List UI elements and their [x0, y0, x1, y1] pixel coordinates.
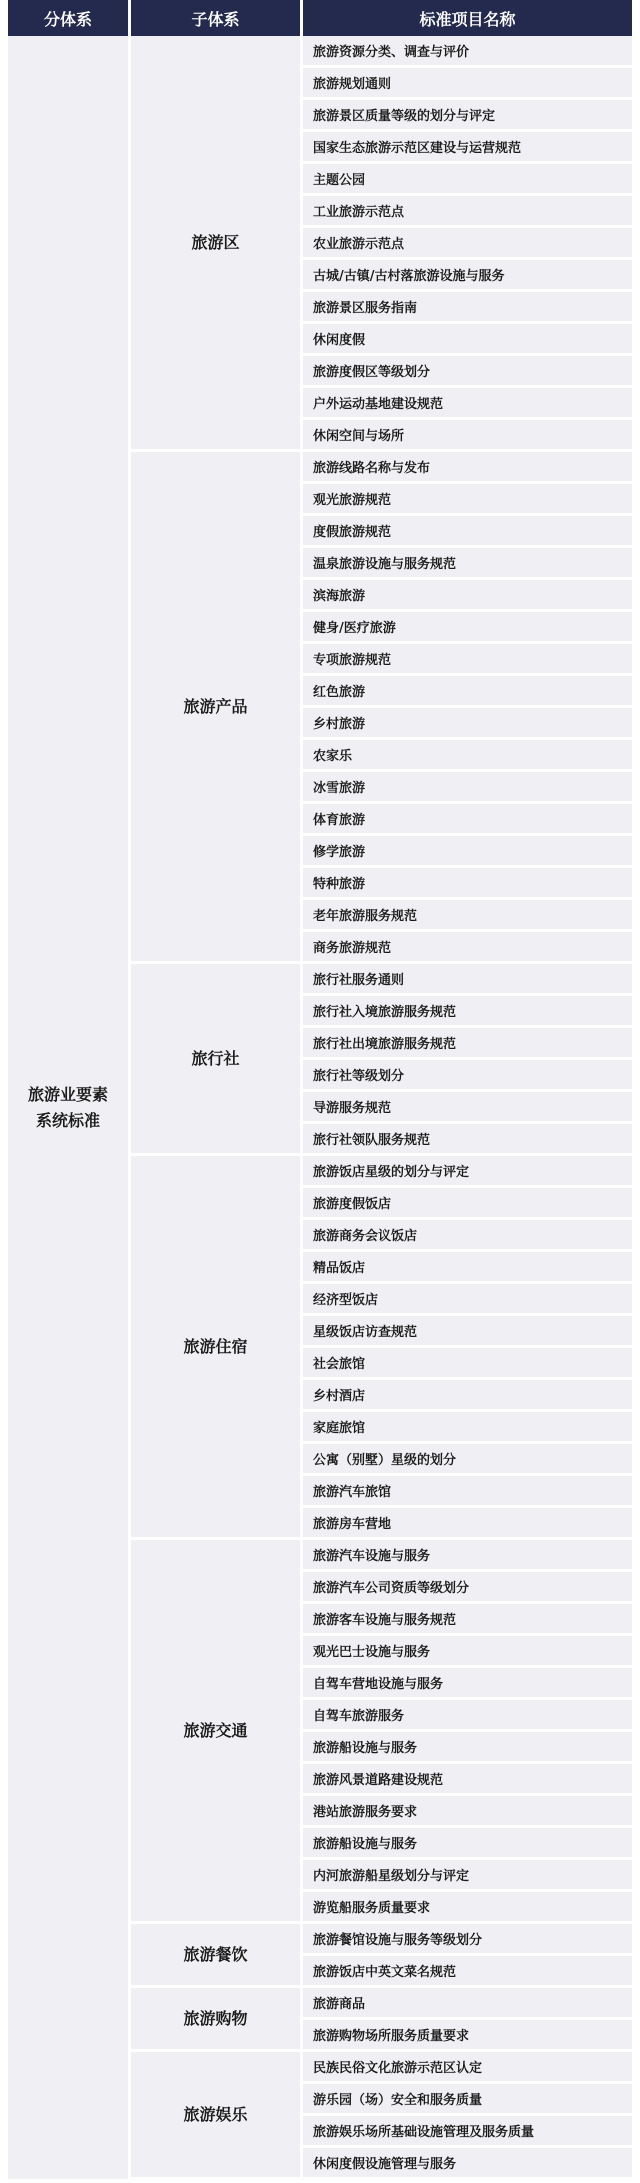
group-name: 旅游住宿 — [183, 1336, 248, 1356]
standard-item: 红色旅游 — [303, 676, 632, 705]
group-cell — [131, 36, 300, 449]
standard-item: 旅行社服务通则 — [303, 964, 632, 993]
standard-item: 旅行社出境旅游服务规范 — [303, 1028, 632, 1057]
standard-item: 旅游汽车设施与服务 — [303, 1540, 632, 1569]
standard-item: 度假旅游规范 — [303, 516, 632, 545]
standard-item: 旅游娱乐场所基础设施管理及服务质量 — [303, 2116, 632, 2145]
standard-item: 自驾车营地设施与服务 — [303, 1668, 632, 1697]
standard-item: 旅游规划通则 — [303, 68, 632, 97]
standard-item: 导游服务规范 — [303, 1092, 632, 1121]
standard-item: 主题公园 — [303, 164, 632, 193]
standard-item: 港站旅游服务要求 — [303, 1796, 632, 1825]
standard-item: 古城/古镇/古村落旅游设施与服务 — [303, 260, 632, 289]
group-name: 旅游产品 — [183, 696, 248, 716]
standard-item: 休闲空间与场所 — [303, 420, 632, 449]
standard-item: 星级饭店访查规范 — [303, 1316, 632, 1345]
standard-item: 体育旅游 — [303, 804, 632, 833]
standard-item: 老年旅游服务规范 — [303, 900, 632, 929]
standard-item: 旅游客车设施与服务规范 — [303, 1604, 632, 1633]
standard-item: 旅游船设施与服务 — [303, 1732, 632, 1761]
standard-item: 游览船服务质量要求 — [303, 1892, 632, 1921]
standard-item: 观光旅游规范 — [303, 484, 632, 513]
standard-item: 公寓（别墅）星级的划分 — [303, 1444, 632, 1473]
header-child-system: 子体系 — [131, 0, 300, 36]
header-standard-name: 标准项目名称 — [303, 0, 632, 36]
standard-item: 旅游饭店中英文菜名规范 — [303, 1956, 632, 1985]
group-name: 旅游交通 — [183, 1720, 248, 1740]
standard-item: 社会旅馆 — [303, 1348, 632, 1377]
group-cell — [131, 452, 300, 961]
group-cell — [131, 1156, 300, 1537]
header-subsystem: 分体系 — [8, 0, 128, 36]
system-name-line2: 系统标准 — [35, 1110, 100, 1130]
standard-item: 旅游商务会议饭店 — [303, 1220, 632, 1249]
standard-item: 旅游景区服务指南 — [303, 292, 632, 321]
standard-item: 旅游度假区等级划分 — [303, 356, 632, 385]
standard-item: 国家生态旅游示范区建设与运营规范 — [303, 132, 632, 161]
standard-item: 户外运动基地建设规范 — [303, 388, 632, 417]
standard-item: 农家乐 — [303, 740, 632, 769]
group-cell — [131, 1924, 300, 1985]
standard-item: 旅游购物场所服务质量要求 — [303, 2020, 632, 2049]
standard-item: 滨海旅游 — [303, 580, 632, 609]
standard-item: 特种旅游 — [303, 868, 632, 897]
standard-item: 健身/医疗旅游 — [303, 612, 632, 641]
standard-item: 休闲度假 — [303, 324, 632, 353]
standard-item: 专项旅游规范 — [303, 644, 632, 673]
standard-item: 旅行社等级划分 — [303, 1060, 632, 1089]
standard-item: 修学旅游 — [303, 836, 632, 865]
standard-item: 休闲度假设施管理与服务 — [303, 2148, 632, 2177]
standard-item: 自驾车旅游服务 — [303, 1700, 632, 1729]
group-cell — [131, 964, 300, 1153]
standard-item: 乡村酒店 — [303, 1380, 632, 1409]
standard-item: 旅游商品 — [303, 1988, 632, 2017]
standard-item: 旅游汽车旅馆 — [303, 1476, 632, 1505]
standard-item: 旅行社领队服务规范 — [303, 1124, 632, 1153]
standard-item: 旅游资源分类、调查与评价 — [303, 36, 632, 65]
group-name: 旅游购物 — [183, 2008, 248, 2028]
system-name-line1: 旅游业要素 — [27, 1084, 108, 1104]
standard-item: 冰雪旅游 — [303, 772, 632, 801]
standard-item: 旅游风景道路建设规范 — [303, 1764, 632, 1793]
standard-item: 家庭旅馆 — [303, 1412, 632, 1441]
standard-item: 内河旅游船星级划分与评定 — [303, 1860, 632, 1889]
standard-item: 旅游度假饭店 — [303, 1188, 632, 1217]
standard-item: 乡村旅游 — [303, 708, 632, 737]
group-name: 旅游区 — [191, 232, 240, 252]
group-name: 旅游娱乐 — [183, 2104, 248, 2124]
standard-item: 旅游景区质量等级的划分与评定 — [303, 100, 632, 129]
standard-item: 工业旅游示范点 — [303, 196, 632, 225]
standard-item: 精品饭店 — [303, 1252, 632, 1281]
standard-item: 商务旅游规范 — [303, 932, 632, 961]
standard-item: 温泉旅游设施与服务规范 — [303, 548, 632, 577]
standard-item: 农业旅游示范点 — [303, 228, 632, 257]
standard-item: 旅游房车营地 — [303, 1508, 632, 1537]
standard-item: 旅游餐馆设施与服务等级划分 — [303, 1924, 632, 1953]
standard-item: 游乐园（场）安全和服务质量 — [303, 2084, 632, 2113]
standard-item: 旅游汽车公司资质等级划分 — [303, 1572, 632, 1601]
system-cell — [8, 36, 128, 2179]
standard-item: 旅游饭店星级的划分与评定 — [303, 1156, 632, 1185]
standard-item: 旅游线路名称与发布 — [303, 452, 632, 481]
standard-item: 旅游船设施与服务 — [303, 1828, 632, 1857]
standard-item: 经济型饭店 — [303, 1284, 632, 1313]
group-cell — [131, 2052, 300, 2177]
standard-item: 旅行社入境旅游服务规范 — [303, 996, 632, 1025]
standard-item: 民族民俗文化旅游示范区认定 — [303, 2052, 632, 2081]
group-name: 旅游餐饮 — [183, 1944, 248, 1964]
group-cell — [131, 1540, 300, 1921]
group-cell — [131, 1988, 300, 2049]
group-name: 旅行社 — [191, 1048, 240, 1068]
standard-item: 观光巴士设施与服务 — [303, 1636, 632, 1665]
